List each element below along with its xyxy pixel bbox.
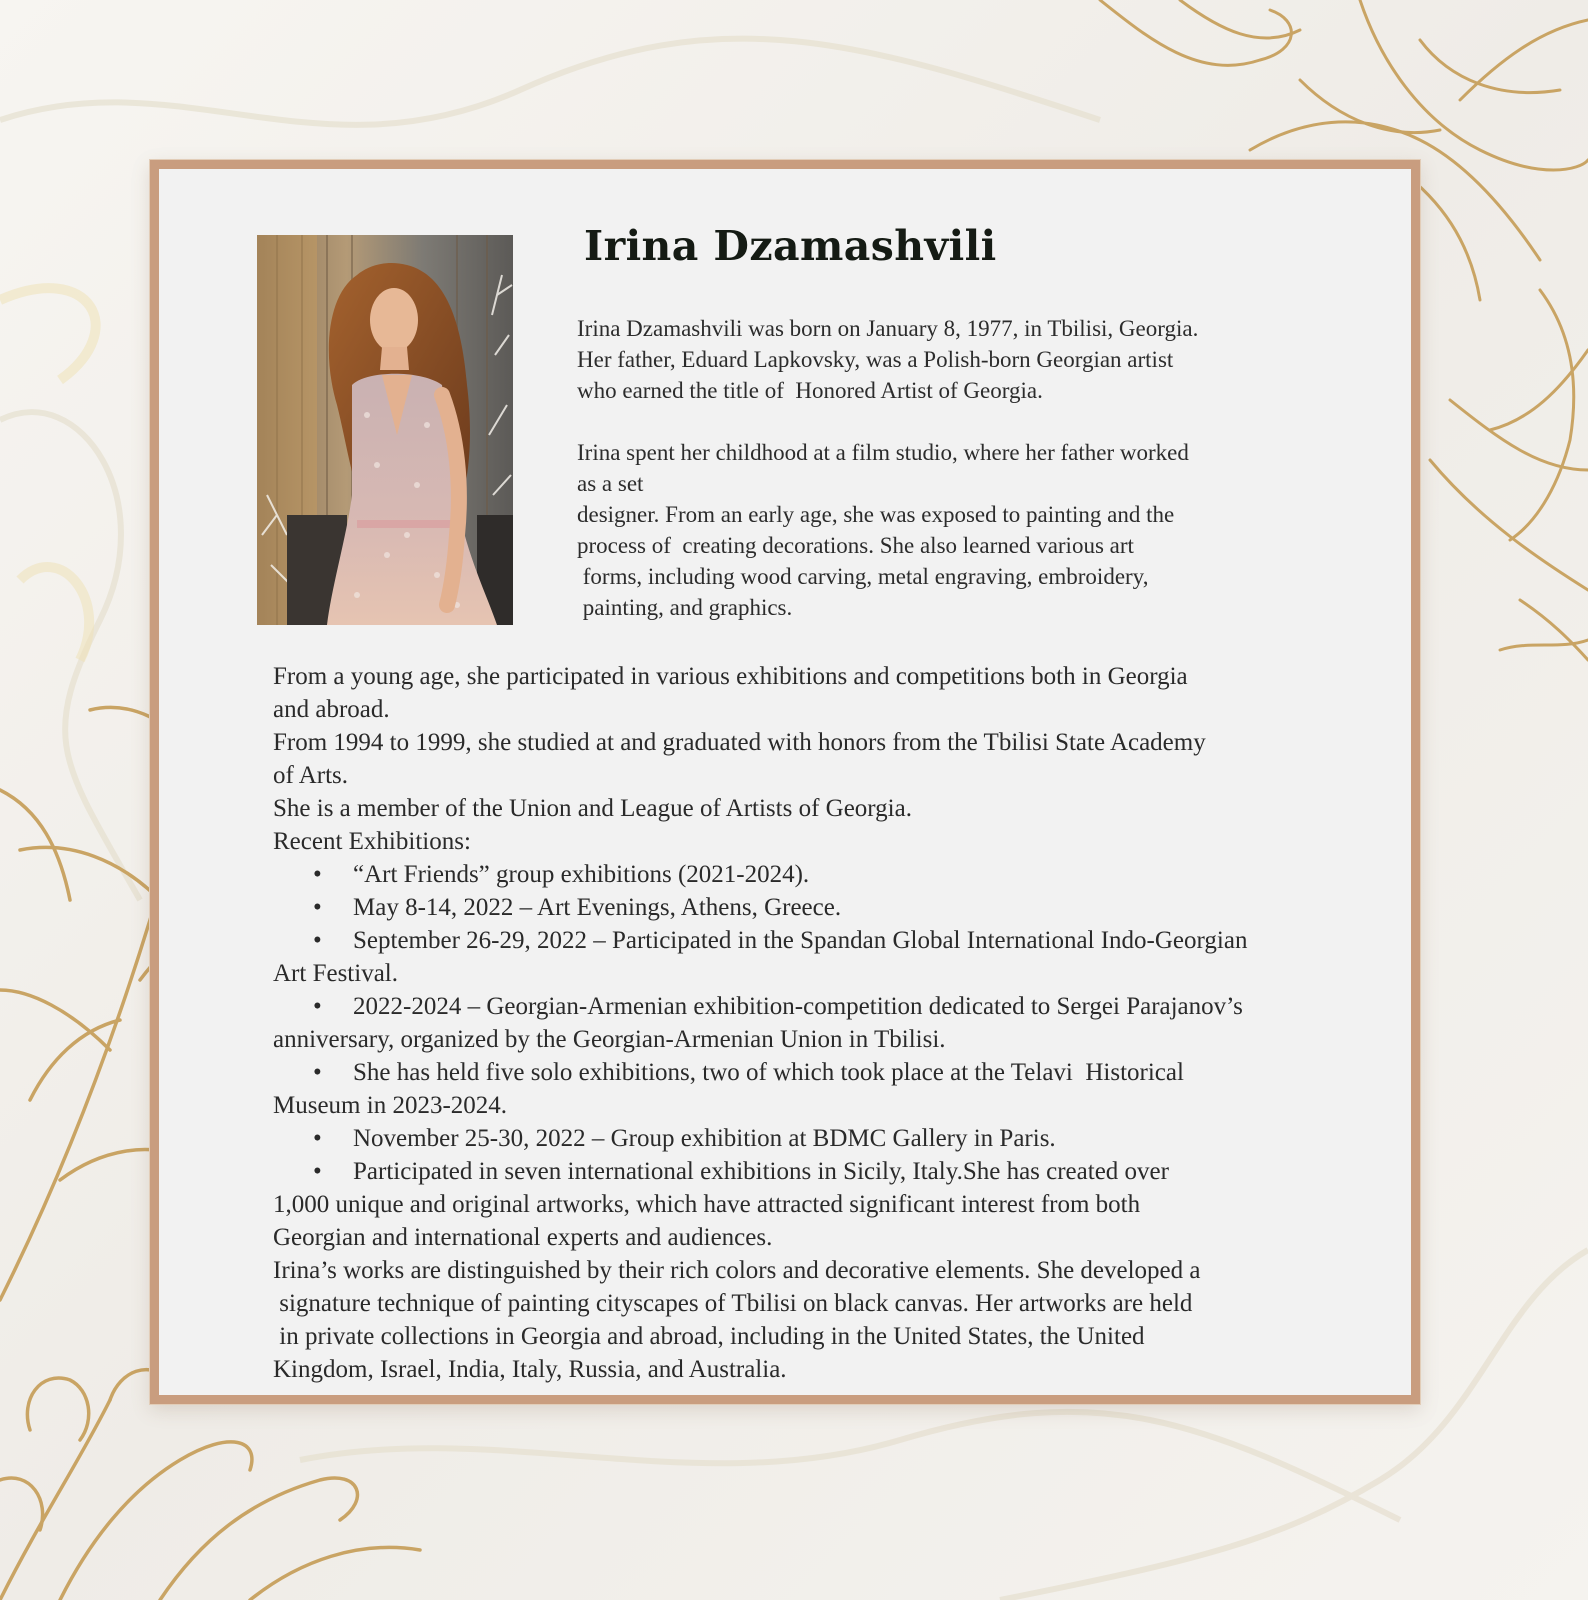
exhibition-continuation: 1,000 unique and original artworks, which have attracted significant interest from both	[273, 1191, 1141, 1218]
exhibition-text: “Art Friends” group exhibitions (2021-2024).	[353, 861, 810, 888]
bio-line: From 1994 to 1999, she studied at and graduated with honors from the Tbilisi State Academy	[273, 729, 1206, 756]
bullet-icon: •	[313, 1125, 322, 1152]
bullet-icon: •	[313, 993, 322, 1020]
paragraph-spacer	[577, 406, 1337, 437]
exhibition-item	[273, 1155, 1403, 1188]
intro-text	[577, 313, 1337, 623]
intro-line: Irina spent her childhood at a film studio, where her father worked	[577, 440, 1189, 465]
bullet-icon: •	[313, 927, 322, 954]
bio-line: and abroad.	[273, 696, 390, 723]
exhibition-text: Participated in seven international exhibitions in Sicily, Italy.She has created over	[353, 1158, 1169, 1185]
intro-line: painting, and graphics.	[577, 595, 793, 620]
exhibition-continuation: Georgian and international experts and audiences.	[273, 1224, 773, 1251]
exhibition-item	[273, 1122, 1403, 1155]
exhibition-item	[273, 1056, 1403, 1089]
intro-line: forms, including wood carving, metal engraving, embroidery,	[577, 564, 1149, 589]
bullet-icon: •	[313, 894, 322, 921]
exhibition-item	[273, 924, 1403, 957]
bio-line: of Arts.	[273, 762, 348, 789]
exhibition-text: November 25-30, 2022 – Group exhibition at BDMC Gallery in Paris.	[353, 1125, 1056, 1152]
bullet-icon: •	[313, 1158, 322, 1185]
exhibition-continuation: Museum in 2023-2024.	[273, 1092, 508, 1119]
biography-text	[273, 660, 1403, 1386]
bio-line: She is a member of the Union and League of Artists of Georgia.	[273, 795, 912, 822]
bio-line: Irina’s works are distinguished by their rich colors and decorative elements. She developed a	[273, 1257, 1201, 1284]
bio-line: signature technique of painting cityscapes of Tbilisi on black canvas. Her artworks are held	[273, 1290, 1193, 1317]
page-title: Irina Dzamashvili	[584, 222, 997, 270]
intro-line: as a set	[577, 471, 644, 496]
exhibition-text: 2022-2024 – Georgian-Armenian exhibition-competition dedicated to Sergei Parajanov’s	[353, 993, 1243, 1020]
intro-line: process of creating decorations. She also learned various art	[577, 533, 1134, 558]
exhibition-item	[273, 858, 1403, 891]
intro-line: designer. From an early age, she was exposed to painting and the	[577, 502, 1175, 527]
intro-line: Her father, Eduard Lapkovsky, was a Polish-born Georgian artist	[577, 347, 1174, 372]
exhibition-item	[273, 891, 1403, 924]
exhibition-text: May 8-14, 2022 – Art Evenings, Athens, Greece.	[353, 894, 842, 921]
exhibition-text: September 26-29, 2022 – Participated in the Spandan Global International Indo-Georgian	[353, 927, 1248, 954]
bullet-icon: •	[313, 1059, 322, 1086]
portrait-photo	[257, 235, 513, 625]
bio-line: Kingdom, Israel, India, Italy, Russia, and Australia.	[273, 1356, 787, 1383]
exhibition-continuation: Art Festival.	[273, 960, 398, 987]
bio-line: From a young age, she participated in various exhibitions and competitions both in Georgia	[273, 663, 1188, 690]
exhibition-item	[273, 990, 1403, 1023]
bullet-icon: •	[313, 861, 322, 888]
intro-line: Irina Dzamashvili was born on January 8, 1977, in Tbilisi, Georgia.	[577, 316, 1199, 341]
exhibition-continuation: anniversary, organized by the Georgian-Armenian Union in Tbilisi.	[273, 1026, 946, 1053]
bio-line: in private collections in Georgia and abroad, including in the United States, the United	[273, 1323, 1145, 1350]
intro-line: who earned the title of Honored Artist of Georgia.	[577, 378, 1043, 403]
exhibition-text: She has held five solo exhibitions, two of which took place at the Telavi Historical	[353, 1059, 1184, 1086]
exhibitions-heading: Recent Exhibitions:	[273, 828, 471, 855]
